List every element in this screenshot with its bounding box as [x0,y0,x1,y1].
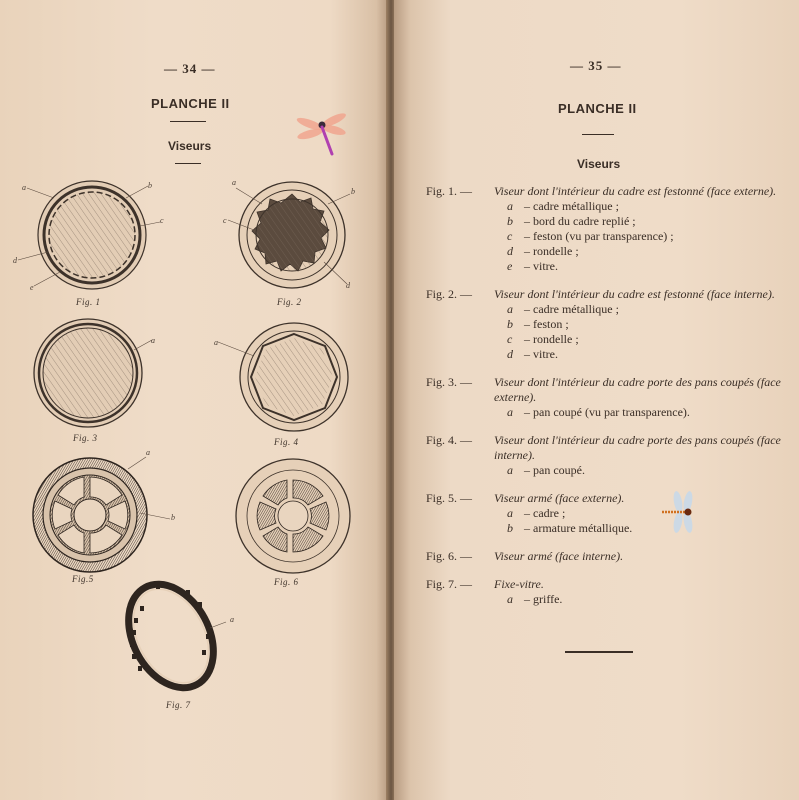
legend-fig-title: Fixe-vitre. [494,577,544,591]
legend-item: b – bord du cadre replié ; [507,214,636,228]
legend-item: a – cadre métallique ; [507,302,619,316]
legend-fig-number: Fig. 4. — [426,433,473,447]
fig1-label-d: d [13,256,17,265]
fig2-label-b: b [351,187,355,196]
fig1-label-c: c [160,216,164,225]
legend-item: a – pan coupé (vu par transparence). [507,405,690,419]
figure-1-drawing [30,180,170,300]
dragonfly-icon-orange [662,490,702,536]
legend-fig-title: Viseur dont l'intérieur du cadre est festonné (face interne). [494,287,775,301]
legend-item: a – cadre métallique ; [507,199,619,213]
legend-entry-fig7 [426,577,786,607]
legend-item: d – vitre. [507,347,558,361]
figure-5-drawing [30,455,180,575]
dragonfly-icon-pink [296,110,350,158]
fig1-label-b: b [148,181,152,190]
legend-fig-number: Fig. 7. — [426,577,473,591]
fig5-label-a: a [146,448,150,457]
figure-1-caption: Fig. 1 [76,297,101,307]
figure-4-drawing [234,322,364,437]
legend-entry-fig6 [426,549,786,564]
figure-5-caption: Fig.5 [72,574,94,584]
legend-fig-title: Viseur dont l'intérieur du cadre porte des pans coupés (face externe). [494,375,781,404]
legend-entry-fig4 [426,433,786,478]
figure-6-drawing [233,458,363,578]
figure-7-drawing [126,578,236,698]
legend-item: c – rondelle ; [507,332,579,346]
figure-2-caption: Fig. 2 [277,297,302,307]
legend-item: d – rondelle ; [507,244,579,258]
legend-item: a – cadre ; [507,506,566,520]
figure-7-caption: Fig. 7 [166,700,191,710]
legend-entry-fig1 [426,184,786,274]
figure-4-caption: Fig. 4 [274,437,299,447]
figure-6-caption: Fig. 6 [274,577,299,587]
right-page-number: — 35 — [570,58,622,73]
closing-rule [565,651,633,653]
figure-3-drawing [30,318,160,433]
legend-item: e – vitre. [507,259,558,273]
fig2-label-d: d [346,281,350,290]
right-title-rule [582,134,614,135]
legend-item: a – griffe. [507,592,563,606]
right-subtitle: Viseurs [577,157,621,171]
left-subtitle: Viseurs [168,139,212,153]
legend-fig-title: Viseur dont l'intérieur du cadre est festonné (face externe). [494,184,777,198]
legend-item: b – armature métallique. [507,521,633,535]
legend-item: b – feston ; [507,317,569,331]
legend-item: c – feston (vu par transparence) ; [507,229,674,243]
legend-entry-fig2 [426,287,786,362]
fig3-label-a: a [151,336,155,345]
fig5-label-b: b [171,513,175,522]
left-page-number: — 34 — [164,61,216,76]
legend-fig-number: Fig. 2. — [426,287,473,301]
fig1-label-e: e [30,283,34,292]
figure-3-caption: Fig. 3 [73,433,98,443]
legend-item: a – pan coupé. [507,463,585,477]
figure-legend [426,184,786,620]
legend-entry-fig3 [426,375,786,420]
fig2-label-a: a [232,178,236,187]
left-title-rule [170,121,206,122]
legend-entry-fig5 [426,491,786,536]
legend-fig-title: Viseur armé (face interne). [494,549,624,563]
legend-fig-number: Fig. 3. — [426,375,473,389]
left-plate-title: PLANCHE II [151,96,230,111]
left-subtitle-rule [175,163,201,164]
fig4-label-a: a [214,338,218,347]
legend-fig-number: Fig. 5. — [426,491,473,505]
legend-fig-number: Fig. 1. — [426,184,473,198]
fig7-label-a: a [230,615,234,624]
fig2-label-c: c [223,216,227,225]
fig1-label-a: a [22,183,26,192]
right-plate-title: PLANCHE II [558,101,637,116]
legend-fig-number: Fig. 6. — [426,549,473,563]
legend-fig-title: Viseur armé (face externe). [494,491,625,505]
figure-2-drawing [232,180,372,300]
legend-fig-title: Viseur dont l'intérieur du cadre porte des pans coupés (face interne). [494,433,781,462]
